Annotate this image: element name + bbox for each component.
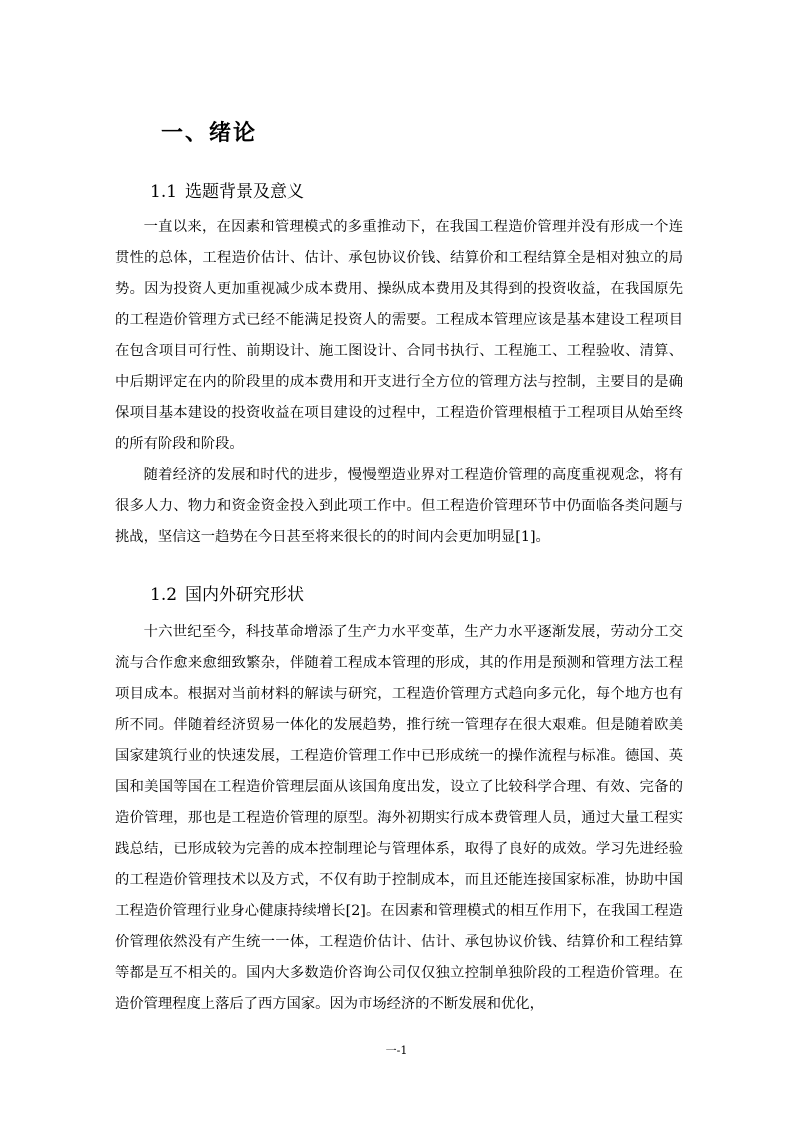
paragraph: 十六世纪至今，科技革命增添了生产力水平变革，生产力水平逐渐发展，劳动分工交流与合作愈来愈细致繁杂，伴随着工程成本管理的形成，其的作用是预测和管理方法工程项目成本。根据对当前材料的解读与研究，工程造价管理方式趋向多元化，每个地方也有所不同。伴随着经济贸易一体化的发展趋势，推行统一管理存在很大艰难。但是随着欧美国家建筑行业的快速发展，工程造价管理工作中已形成统一的操作流程与标准。德国、英国和美国等国在工程造价管理层面从该国角度出发，设立了比较科学合理、有效、完备的造价管理，那也是工程造价管理的原型。海外初期实行成本费管理人员，通过大量工程实践总结，已形成较为完善的成本控制理论与管理体系，取得了良好的成效。学习先进经验的工程造价管理技术以及方式，不仅有助于控制成本，而且还能连接国家标准，协助中国工程造价管理行业身心健康持续增长[2]。在因素和管理模式的相互作用下，在我国工程造价管理依然没有产生统一一体，工程造价估计、估计、承包协议价钱、结算价和工程结算等都是互不相关的。国内大多数造价咨询公司仅仅独立控制单独阶段的工程造价管理。在造价管理程度上落后了西方国家。因为市场经济的不断发展和优化， xyxy=(115,624,683,1012)
section-number: 1.1 xyxy=(150,182,178,202)
section-1-2-body xyxy=(115,617,683,1020)
section-title: 国内外研究形状 xyxy=(185,585,305,605)
section-heading-1-2 xyxy=(150,580,304,605)
section-heading-1-1 xyxy=(150,177,304,202)
paragraph: 一直以来，在因素和管理模式的多重推动下，在我国工程造价管理并没有形成一个连贯性的总体，工程造价估计、估计、承包协议价钱、结算价和工程结算全是相对独立的局势。因为投资人更加重视减少成本费用、操纵成本费用及其得到的投资收益，在我国原先的工程造价管理方式已经不能满足投资人的需要。工程成本管理应该是基本建设工程项目在包含项目可行性、前期设计、施工图设计、合同书执行、工程施工、工程验收、清算、中后期评定在内的阶段里的成本费用和开支进行全方位的管理方法与控制，主要目的是确保项目基本建设的投资收益在项目建设的过程中，工程造价管理根植于工程项目从始至终的所有阶段和阶段。 xyxy=(115,219,683,452)
section-number: 1.2 xyxy=(150,585,178,605)
section-title: 选题背景及意义 xyxy=(185,182,305,202)
page-number: 一-1 xyxy=(385,1044,408,1057)
paragraph: 随着经济的发展和时代的进步，慢慢塑造业界对工程造价管理的高度重视观念，将有很多人力、物力和资金资金投入到此项工作中。但工程造价管理环节中仍面临各类问题与挑战，坚信这一趋势在今日甚至将来很长的的时间内会更加明显[1]。 xyxy=(115,467,683,545)
section-1-1-body xyxy=(115,212,683,553)
chapter-title: 一、绪论 xyxy=(161,121,258,146)
